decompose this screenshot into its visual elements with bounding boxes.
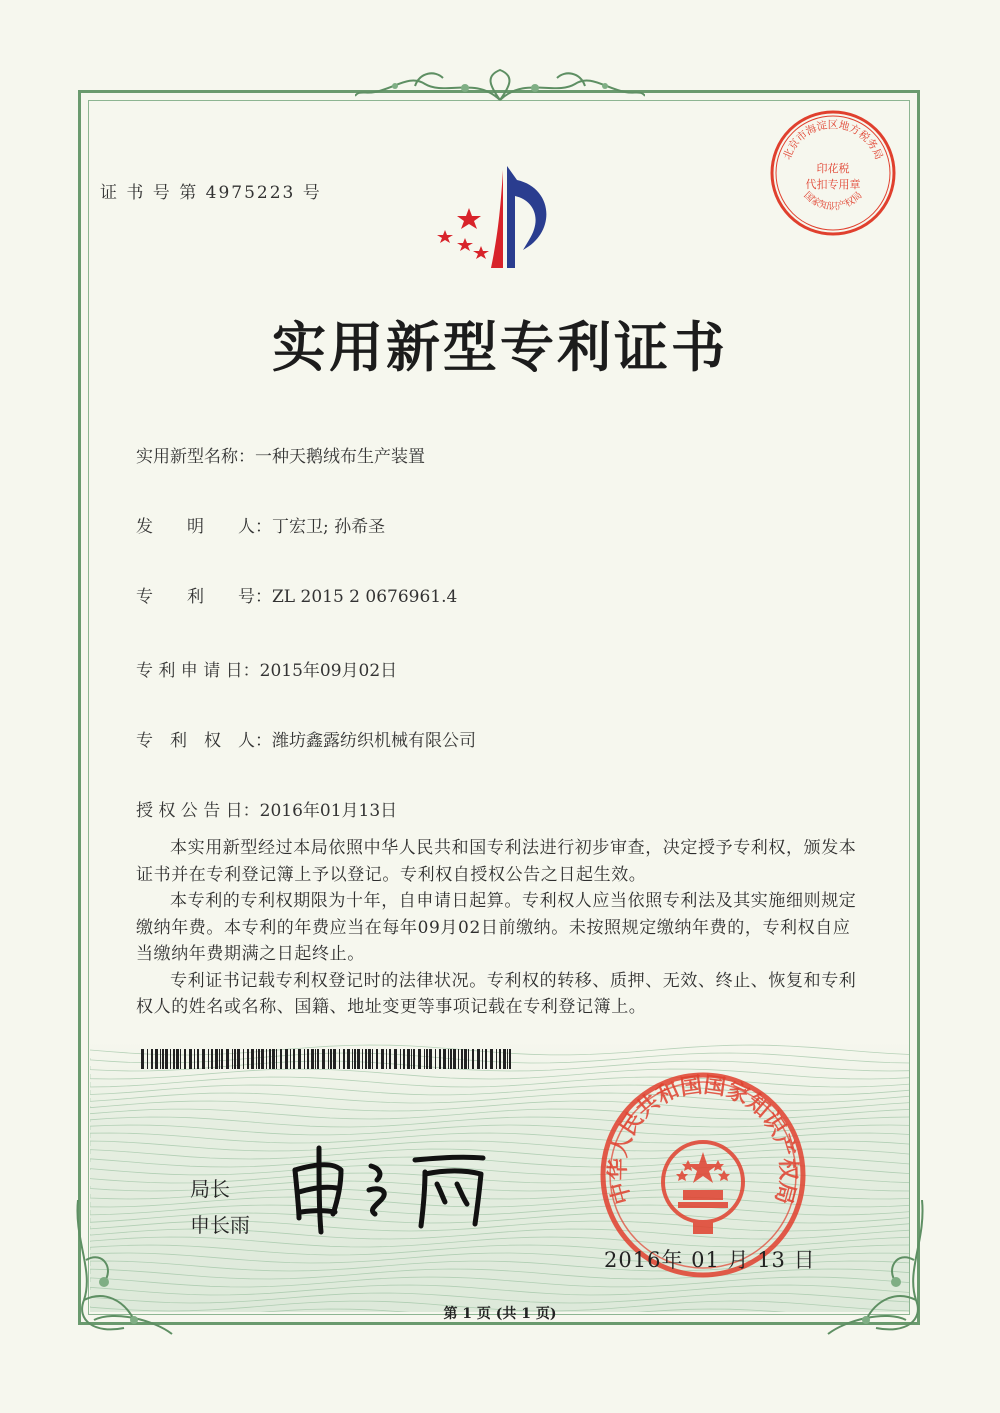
svg-text:北京市海淀区地方税务局: 北京市海淀区地方税务局	[781, 119, 885, 162]
svg-text:代扣专用章: 代扣专用章	[805, 178, 861, 191]
field-value: 2016年01月13日	[259, 801, 398, 821]
body-paragraph-2: 本专利的专利权期限为十年，自申请日起算。专利权人应当依照专利法及其实施细则规定缴纳年费。本专利的年费应当在每年09月02日前缴纳。未按照规定缴纳年费的，专利权自应当缴纳年费期满之日起终止。	[136, 891, 857, 964]
national-emblem-icon	[663, 1142, 743, 1234]
field-value: 丁宏卫; 孙希圣	[272, 517, 386, 537]
certificate-body	[136, 835, 864, 1021]
field-label: 发 明 人：	[136, 517, 272, 537]
certificate-number	[100, 178, 322, 203]
top-ornament	[355, 66, 645, 106]
field-grant-date	[136, 796, 397, 821]
certificate-title: 实用新型专利证书	[272, 316, 728, 379]
field-label: 实用新型名称：	[136, 447, 255, 467]
certificate-number-label: 证 书 号 第	[100, 183, 199, 203]
field-patent-number	[136, 582, 457, 607]
body-paragraph-1: 本实用新型经过本局依照中华人民共和国专利法进行初步审查，决定授予专利权，颁发本证书并在专利登记簿上予以登记。专利权自授权公告之日起生效。	[136, 838, 857, 885]
svg-text:印花税: 印花税	[816, 162, 850, 175]
certificate-number-value: 4975223	[205, 183, 296, 203]
field-label: 专 利 申 请 日：	[136, 661, 260, 681]
signatory-title: 局长	[190, 1177, 230, 1201]
field-inventor	[136, 512, 385, 537]
issue-date: 2016年 01 月 13 日	[604, 1248, 816, 1272]
barcode	[141, 1049, 513, 1069]
page-number: 第 1 页 (共 1 页)	[443, 1306, 557, 1322]
field-utility-model-name	[136, 442, 425, 467]
svg-text:中华人民共和国国家知识产权局: 中华人民共和国国家知识产权局	[605, 1072, 801, 1207]
signatory-name: 申长雨	[190, 1213, 250, 1237]
field-label: 专 利 权 人：	[136, 731, 272, 751]
field-label: 专 利 号：	[136, 587, 272, 607]
cnipa-logo-icon	[425, 160, 585, 280]
field-value: 一种天鹅绒布生产装置	[255, 447, 425, 467]
handwritten-signature	[285, 1140, 505, 1235]
field-value: 2015年09月02日	[259, 661, 398, 681]
field-application-date	[136, 656, 397, 681]
body-paragraph-3: 专利证书记载专利权登记时的法律状况。专利权的转移、质押、无效、终止、恢复和专利权人的姓名或名称、国籍、地址变更等事项记载在专利登记簿上。	[136, 970, 857, 1017]
field-label: 授 权 公 告 日：	[136, 801, 260, 821]
field-patentee	[136, 726, 476, 751]
certificate-number-suffix: 号	[302, 183, 322, 203]
field-value: ZL 2015 2 0676961.4	[272, 587, 458, 607]
svg-text:国家知识产权局: 国家知识产权局	[801, 189, 865, 213]
field-value: 潍坊鑫露纺织机械有限公司	[272, 731, 476, 751]
tax-stamp-seal	[768, 108, 898, 238]
